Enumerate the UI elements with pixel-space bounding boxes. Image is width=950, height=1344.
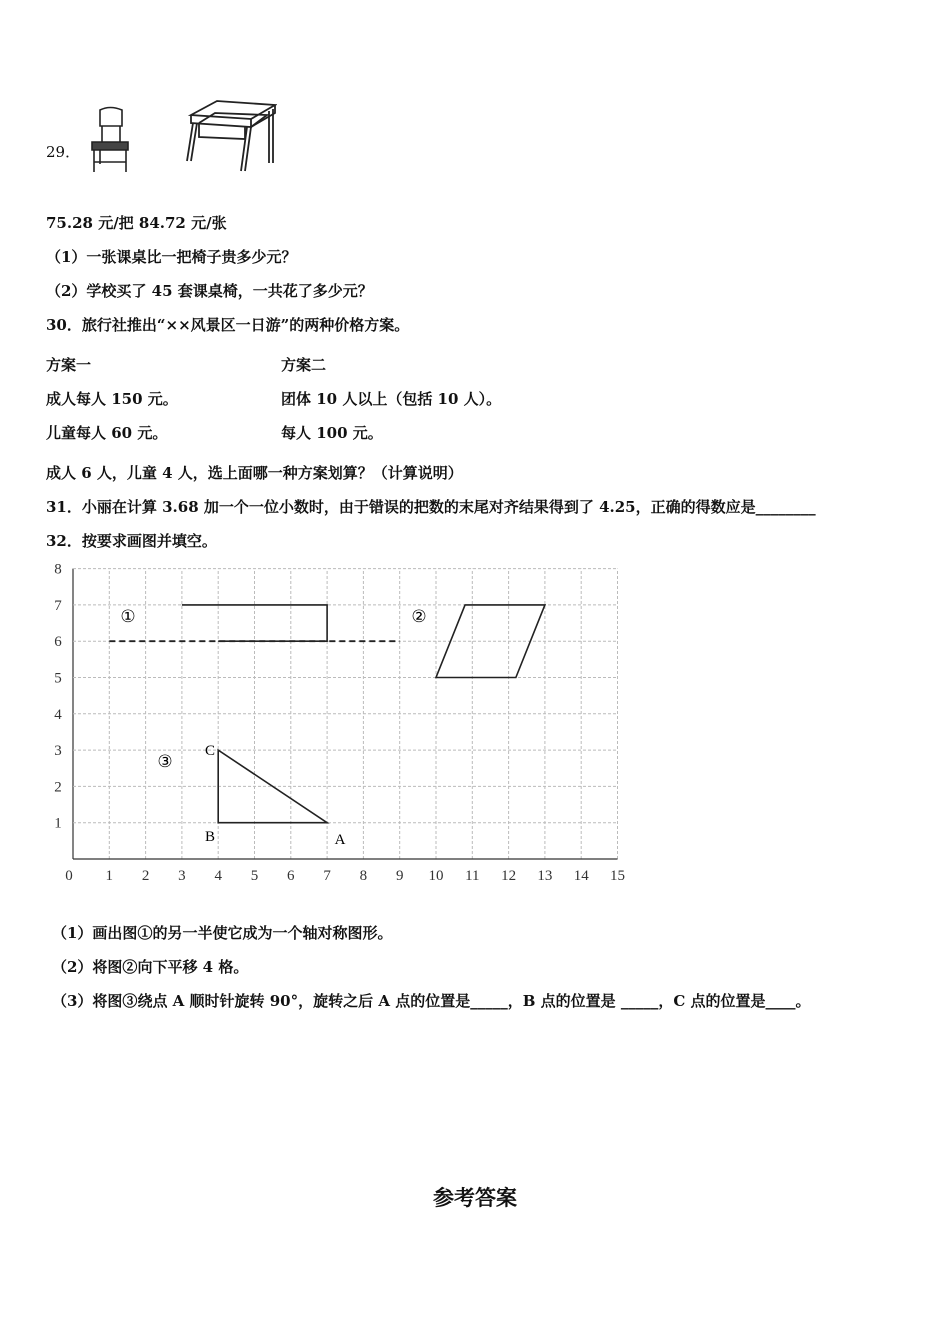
x-tick-label: 6 [287,868,295,884]
q32-stem: 32．按要求画图并填空。 [46,532,217,550]
x-tick-label: 5 [250,868,259,884]
figure3-label: ③ [157,752,173,771]
figure1-label: ① [120,607,136,626]
q30-stem: 30．旅行社推出“××风景区一日游”的两种价格方案。 [46,316,410,334]
y-tick-label: 6 [54,634,62,651]
x-tick-label: 3 [178,868,186,884]
x-tick-label: 8 [359,868,368,884]
x-tick-label: 15 [610,868,625,884]
q29-prices: 75.28 元/把 84.72 元/张 [46,214,227,232]
plan1-line1: 成人每人 150 元。 [46,390,178,408]
plan1-title: 方案一 [46,356,92,374]
point-c-label: C [204,743,216,759]
x-tick-label: 2 [141,868,150,884]
q32-sub2: （2）将图②向下平移 4 格。 [52,958,249,976]
q32-sub3: （3）将图③绕点 A 顺时针旋转 90°，旋转之后 A 点的位置是_____，B 点的位置是 _____，C 点的位置是____。 [52,992,811,1010]
y-tick-label: 3 [54,743,62,760]
y-tick-label: 1 [54,815,62,832]
y-tick-label: 8 [54,561,62,578]
x-tick-label: 13 [537,868,553,884]
x-tick-label: 4 [214,868,222,884]
plan1-line2: 儿童每人 60 元。 [46,424,168,442]
q32-sub1: （1）画出图①的另一半使它成为一个轴对称图形。 [52,924,393,942]
x-tick-label: 9 [395,868,404,884]
answers-title: 参考答案 [433,1186,517,1210]
point-b-label: B [204,829,216,845]
x-tick-label: 11 [465,868,480,884]
q29-sub2: （2）学校买了 45 套课桌椅，一共花了多少元？ [46,282,373,300]
x-tick-label: 12 [501,868,517,884]
plan2-line2: 每人 100 元。 [281,424,383,442]
q29-sub1: （1）一张课桌比一把椅子贵多少元？ [46,248,297,266]
q29-number: 29． [46,143,81,161]
y-tick-label: 7 [54,597,62,614]
q31-stem: 31．小丽在计算 3.68 加一个一位小数时，由于错误的把数的末尾对齐结果得到了 4.25，正确的得数应是________ [46,498,816,516]
x-tick-label: 7 [323,868,331,884]
y-tick-label: 2 [54,779,62,796]
x-tick-label: 10 [428,868,444,884]
q30-question: 成人 6 人，儿童 4 人，选上面哪一种方案划算？（计算说明） [46,464,463,482]
y-tick-label: 5 [54,670,62,687]
x-tick-label: 0 [65,868,73,884]
y-tick-label: 4 [54,706,62,723]
plan2-line1: 团体 10 人以上（包括 10 人）。 [281,390,502,408]
figure2-label: ② [411,607,427,626]
x-tick-label: 14 [573,868,589,884]
point-a-label: A [334,832,346,848]
x-tick-label: 1 [105,868,114,884]
plan2-title: 方案二 [281,356,327,374]
